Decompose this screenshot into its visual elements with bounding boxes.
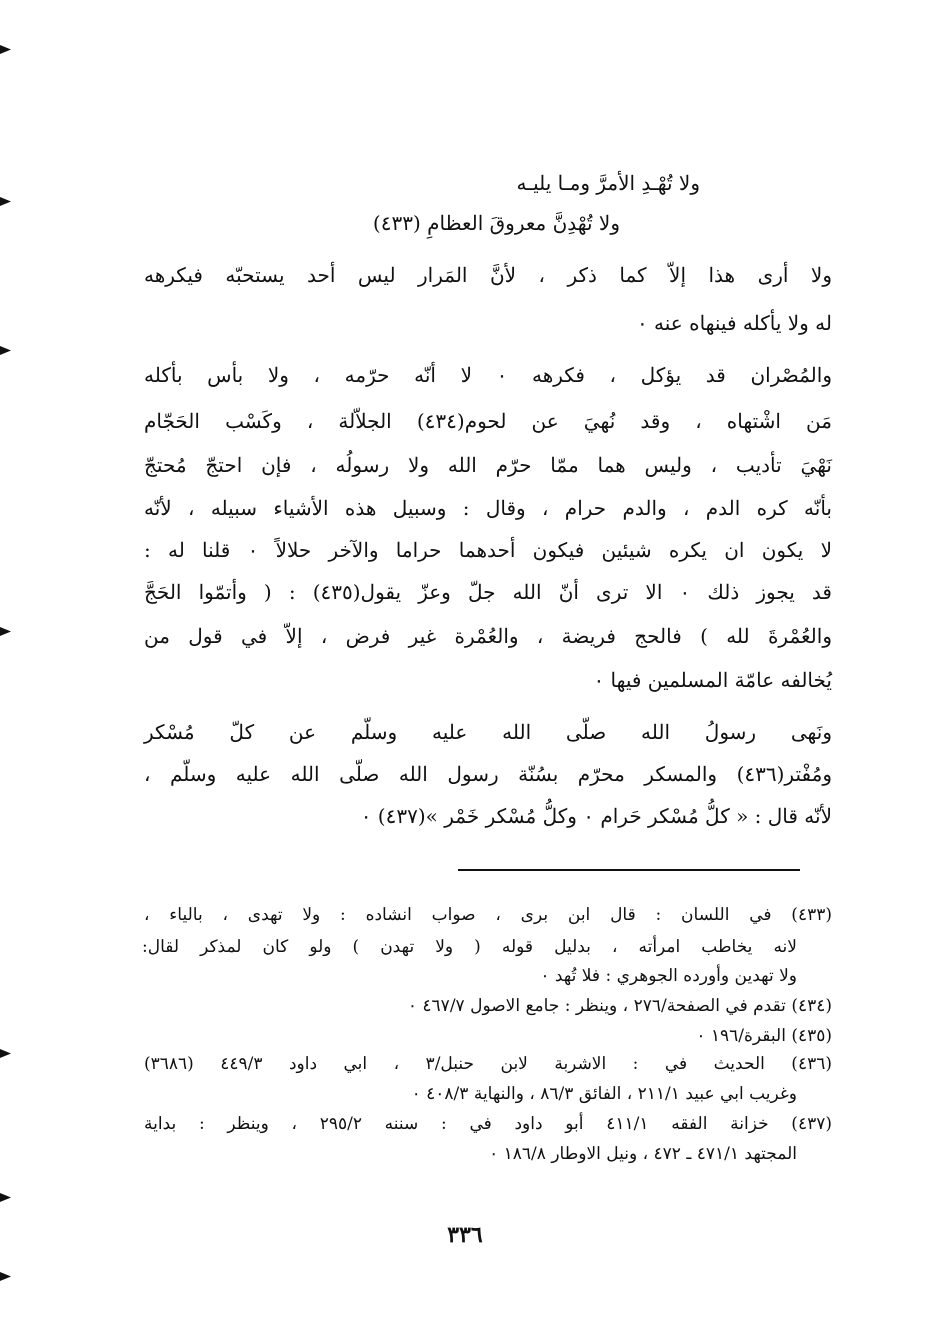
footnote-line: المجتهد ٤٧١/١ ـ ٤٧٢ ، ونيل الاوطار ١٨٦/٨ ٠ bbox=[489, 1144, 797, 1164]
page-number: ٣٣٦ bbox=[447, 1222, 483, 1248]
body-line: مَن اشْتهاه ، وقد نُهيَ عن لحوم(٤٣٤) الجلاّلة ، وكَسْب الحَجّام bbox=[144, 409, 832, 433]
body-line: نَهْيَ تأديب ، وليس هما ممّا حرّم الله ولا رسولُه ، فإن احتجّ مُحتجّ bbox=[144, 453, 832, 477]
margin-mark bbox=[0, 1272, 11, 1281]
margin-mark bbox=[0, 1193, 11, 1202]
verse-line: ولا تُهْدِنَّ معروقَ العظامِ (٤٣٣) bbox=[372, 211, 620, 235]
body-line: ونَهى رسولُ الله صلّى الله عليه وسلّم عن كلّ مُسْكر bbox=[144, 720, 832, 744]
footnote-line: لانه يخاطب امرأته ، بدليل قوله ( ولا تهدن ) ولو كان لمذكر لقال: bbox=[142, 937, 797, 957]
body-line: يُخالفه عامّة المسلمين فيها ٠ bbox=[593, 668, 832, 692]
body-line: له ولا يأكله فينهاه عنه ٠ bbox=[636, 311, 832, 335]
margin-mark bbox=[0, 346, 11, 355]
body-line: لا يكون ان يكره شيئين فيكون أحدهما حراما والآخر حلالاً ٠ قلنا له : bbox=[144, 538, 832, 562]
body-line: والمُصْران قد يؤكل ، فكرهه ٠ لا أنّه حرّمه ، ولا بأس بأكله bbox=[144, 363, 832, 387]
footnote-separator bbox=[458, 869, 800, 871]
body-line: والعُمْرةَ لله ) فالحج فريضة ، والعُمْرة غير فرض ، إلاّ في قول من bbox=[144, 624, 832, 648]
footnote-line: (٤٣٤) تقدم في الصفحة/٢٧٦ ، وينظر : جامع الاصول ٤٦٧/٧ ٠ bbox=[407, 996, 832, 1016]
margin-mark bbox=[0, 45, 11, 54]
footnote-line: (٤٣٧) خزانة الفقه ٤١١/١ أبو داود في : سننه ٢٩٥/٢ ، وينظر : بداية bbox=[144, 1114, 832, 1134]
body-line: ولا أرى هذا إلاّ كما ذكر ، لأنَّ المَرار ليس أحد يستحبّه فيكرهه bbox=[144, 263, 832, 287]
body-line: قد يجوز ذلك ٠ الا ترى أنّ الله جلّ وعزّ يقول(٤٣٥) : ( وأتمّوا الحَجَّ bbox=[144, 580, 832, 604]
margin-mark bbox=[0, 627, 11, 636]
footnote-line: ولا تهدين وأورده الجوهري : فلا تُهد ٠ bbox=[540, 966, 797, 986]
body-line: ومُفْتر(٤٣٦) والمسكر محرّم بسُنّة رسول الله صلّى الله عليه وسلّم ، bbox=[144, 762, 832, 786]
footnote-line: (٤٣٦) الحديث في : الاشربة لابن حنبل/٣ ، ابي داود ٤٤٩/٣ (٣٦٨٦) bbox=[144, 1054, 832, 1074]
body-line: لأنّه قال : « كلُّ مُسْكر حَرام ٠ وكلُّ مُسْكر خَمْر »(٤٣٧) ٠ bbox=[360, 804, 832, 828]
footnote-line: (٤٣٣) في اللسان : قال ابن برى ، صواب انشاده : ولا تهدى ، بالياء ، bbox=[144, 905, 832, 925]
verse-line: ولا تُهْـدِ الأمرَّ ومـا يليـه bbox=[516, 171, 700, 195]
body-line: بأنّه كره الدم ، والدم حرام ، وقال : وسبيل هذه الأشياء سبيله ، لأنّه bbox=[144, 496, 832, 520]
footnote-line: وغريب ابي عبيد ٢١١/١ ، الفائق ٨٦/٣ ، والنهاية ٤٠٨/٣ ٠ bbox=[411, 1084, 797, 1104]
margin-mark bbox=[0, 1049, 11, 1058]
footnote-line: (٤٣٥) البقرة/١٩٦ ٠ bbox=[696, 1026, 832, 1046]
margin-mark bbox=[0, 197, 11, 206]
